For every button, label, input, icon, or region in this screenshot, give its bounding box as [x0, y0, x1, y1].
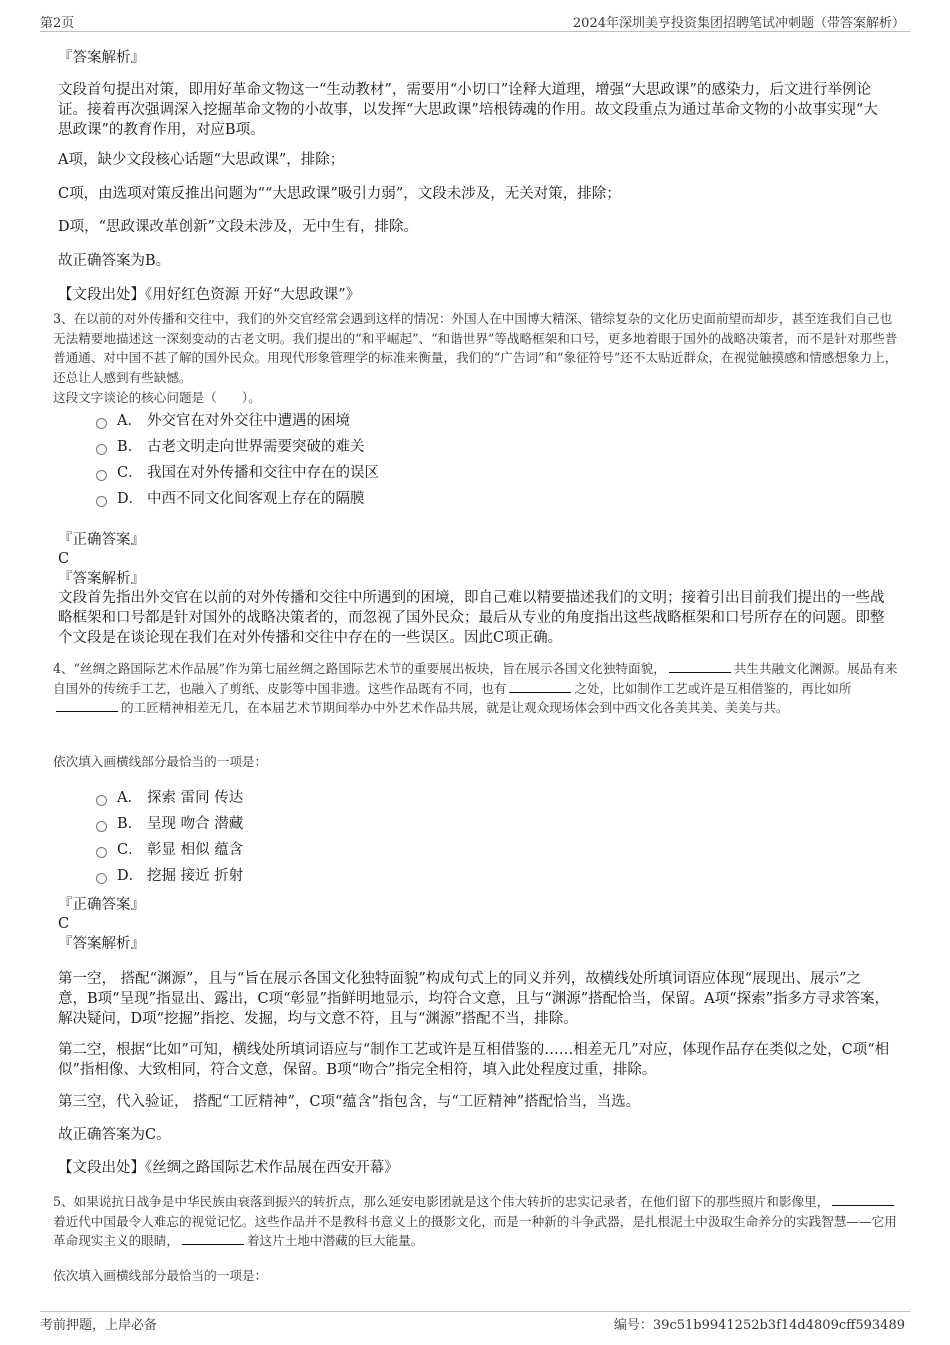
q4-answer: C — [58, 916, 70, 932]
radio-icon[interactable] — [96, 496, 107, 507]
option-letter: C． — [117, 465, 143, 481]
q2-reason-a: A项，缺少文段核心话题“大思政课”，排除； — [58, 152, 345, 168]
option-letter: A． — [117, 413, 142, 429]
q3-option-d[interactable] — [96, 489, 365, 509]
option-text: 探索 雷同 传达 — [147, 790, 244, 806]
q4-analysis-p2: 第二空，根据“比如”可知，横线处所填词语应与“制作工艺或许是互相借鉴的……相差无几”对应，体现作品存在类似之处，C项“相似”指相像、大致相同，符合文意，保留。B项“吻合”指完全相符，填入此处程度过重，排除。 — [58, 1042, 890, 1078]
q5-stem: 5、如果说抗日战争是中华民族由衰落到振兴的转折点，那么延安电影团就是这个伟大转折的忠实记录者，在他们留下的那些照片和影像里，着近代中国最令人难忘的视觉记忆。这些作品并不是教科书意义上的摄影文化，而是一种新的斗争武器，是扎根泥土中汲取生命养分的实践智慧——它用革命现实主义的眼睛， 着这片土地中潜藏的巨大能量。 — [53, 1194, 897, 1248]
q2-analysis-paragraph: 文段首句提出对策，即用好革命文物这一“生动教材”，需要用“小切口”诠释大道理，增强“大思政课”的感染力，后文进行举例论证。接着再次强调深入挖掘革命文物的小故事，以发挥“大思政课”培根铸魂的作用。故文段重点为通过革命文物的小故事实现“大思政课”的教育作用，对应B项。 — [58, 82, 878, 138]
option-text: 我国在对外传播和交往中存在的误区 — [147, 465, 379, 481]
q2-analysis-label: 『答案解析』 — [58, 50, 145, 66]
option-text: 外交官在对外交往中遭遇的困境 — [147, 413, 350, 429]
blank-1 — [832, 1192, 894, 1206]
radio-icon[interactable] — [96, 470, 107, 481]
q3-option-c[interactable] — [96, 463, 379, 483]
q4-option-a[interactable] — [96, 788, 243, 808]
radio-icon[interactable] — [96, 821, 107, 832]
option-text: 古老文明走向世界需要突破的难关 — [147, 439, 365, 455]
q4-conclusion: 故正确答案为C。 — [58, 1127, 171, 1143]
q3-analysis: 文段首先指出外交官在以前的对外传播和交往中所遇到的困境，即自己难以精要描述我们的文明；接着引出目前我们提出的一些战略框架和口号都是针对国外的战略决策者的，而忽视了国外民众；最后从专业的角度指出这些战略框架和口号所存在的问题。即整个文段是在谈论现在我们在对外传播和交往中存在的一些误区。因此C项正确。 — [58, 590, 885, 646]
q4-analysis-p3: 第三空，代入验证， 搭配“工匠精神”，C项“蕴含”指包含，与“工匠精神”搭配恰当，当选。 — [58, 1094, 641, 1110]
q2-reason-d: D项，“思政课改革创新”文段未涉及，无中生有，排除。 — [58, 219, 418, 235]
q4-analysis-p1: 第一空， 搭配“渊源”，且与“旨在展示各国文化独特面貌”构成句式上的同义并列，故横线处所填词语应体现“展现出、展示”之意，B项“呈现”指显出、露出，C项“彰显”指鲜明地显示，均符合文意，且与“渊源”搭配恰当，保留。A项“探索”指多方寻求答案，解决疑问，D项“挖掘”指挖、发掘，均与文意不符，且与“渊源”搭配不当，排除。 — [58, 971, 890, 1027]
option-letter: D． — [117, 868, 144, 884]
option-letter: B． — [117, 816, 143, 832]
q4-source: 【文段出处】《丝绸之路国际艺术作品展在西安开幕》 — [58, 1160, 399, 1176]
q3-option-a[interactable] — [96, 411, 350, 431]
q2-conclusion: 故正确答案为B。 — [58, 253, 171, 269]
blank-2 — [182, 1231, 244, 1245]
option-letter: C． — [117, 842, 143, 858]
blank-3 — [56, 698, 118, 712]
q3-answer: C — [58, 551, 70, 567]
q2-source: 【文段出处】《用好红色资源 开好“大思政课”》 — [58, 287, 361, 303]
q3-question: 这段文字谈论的核心问题是（ ）。 — [53, 390, 261, 405]
option-text: 呈现 吻合 潜藏 — [147, 816, 244, 832]
q3-option-b[interactable] — [96, 437, 365, 457]
q3-analysis-label: 『答案解析』 — [58, 571, 145, 587]
q3-answer-label: 『正确答案』 — [58, 532, 145, 548]
header-divider — [40, 31, 910, 32]
document-code: 编号：39c51b9941252b3f14d4809cff593489 — [613, 1318, 905, 1333]
q4-question: 依次填入画横线部分最恰当的一项是： — [53, 754, 268, 769]
option-letter: D． — [117, 491, 144, 507]
q3-stem: 3、在以前的对外传播和交往中，我们的外交官经常会遇到这样的情况：外国人在中国博大精深、错综复杂的文化历史面前望而却步，甚至连我们自己也无法精要地描述这一深刻变动的古老文明。我们提出的“和平崛起”、“和谐世界”等战略框架和口号，更多地着眼于国外的战略决策者，而不是针对那些普普通通、对中国不甚了解的国外民众。用现代形象管理学的标准来衡量，我们的“广告词”和“象征符号”还不太贴近群众，在视觉触摸感和情感想象力上，还总让人感到有些缺憾。 — [53, 311, 898, 385]
footer-divider — [40, 1311, 910, 1312]
q4-option-c[interactable] — [96, 840, 243, 860]
q5-question: 依次填入画横线部分最恰当的一项是： — [53, 1268, 268, 1283]
q4-analysis-label: 『答案解析』 — [58, 936, 145, 952]
option-letter: B． — [117, 439, 143, 455]
option-text: 挖掘 接近 折射 — [147, 868, 244, 884]
option-letter: A． — [117, 790, 142, 806]
page-number: 第2页 — [40, 16, 75, 31]
option-text: 彰显 相似 蕴含 — [147, 842, 244, 858]
q4-option-b[interactable] — [96, 814, 243, 834]
blank-2 — [509, 679, 571, 693]
blank-1 — [669, 659, 731, 673]
option-text: 中西不同文化间客观上存在的隔膜 — [147, 491, 365, 507]
q2-reason-c: C项，由选项对策反推出问题为““大思政课”吸引力弱”，文段未涉及，无关对策，排除； — [58, 186, 621, 202]
q4-stem: 4、“丝绸之路国际艺术作品展”作为第七届丝绸之路国际艺术节的重要展出板块，旨在展示各国文化独特面貌， 共生共融文化渊源。展品有来自国外的传统手工艺，也融入了剪纸、皮影等中国非遗。这些作品既有不同，也有 之处，比如制作工艺或许是互相借鉴的，再比如所的工匠精神相差无几，在本届艺术节期间举办中外艺术作品共展，就是让观众现场体会到中西文化各美其美、美美与共。 — [53, 661, 898, 715]
document-title: 2024年深圳美亨投资集团招聘笔试冲刺题（带答案解析） — [572, 16, 905, 31]
radio-icon[interactable] — [96, 795, 107, 806]
radio-icon[interactable] — [96, 847, 107, 858]
footer-slogan: 考前押题，上岸必备 — [40, 1318, 158, 1333]
radio-icon[interactable] — [96, 873, 107, 884]
q4-answer-label: 『正确答案』 — [58, 897, 145, 913]
radio-icon[interactable] — [96, 444, 107, 455]
q4-option-d[interactable] — [96, 866, 243, 886]
radio-icon[interactable] — [96, 418, 107, 429]
